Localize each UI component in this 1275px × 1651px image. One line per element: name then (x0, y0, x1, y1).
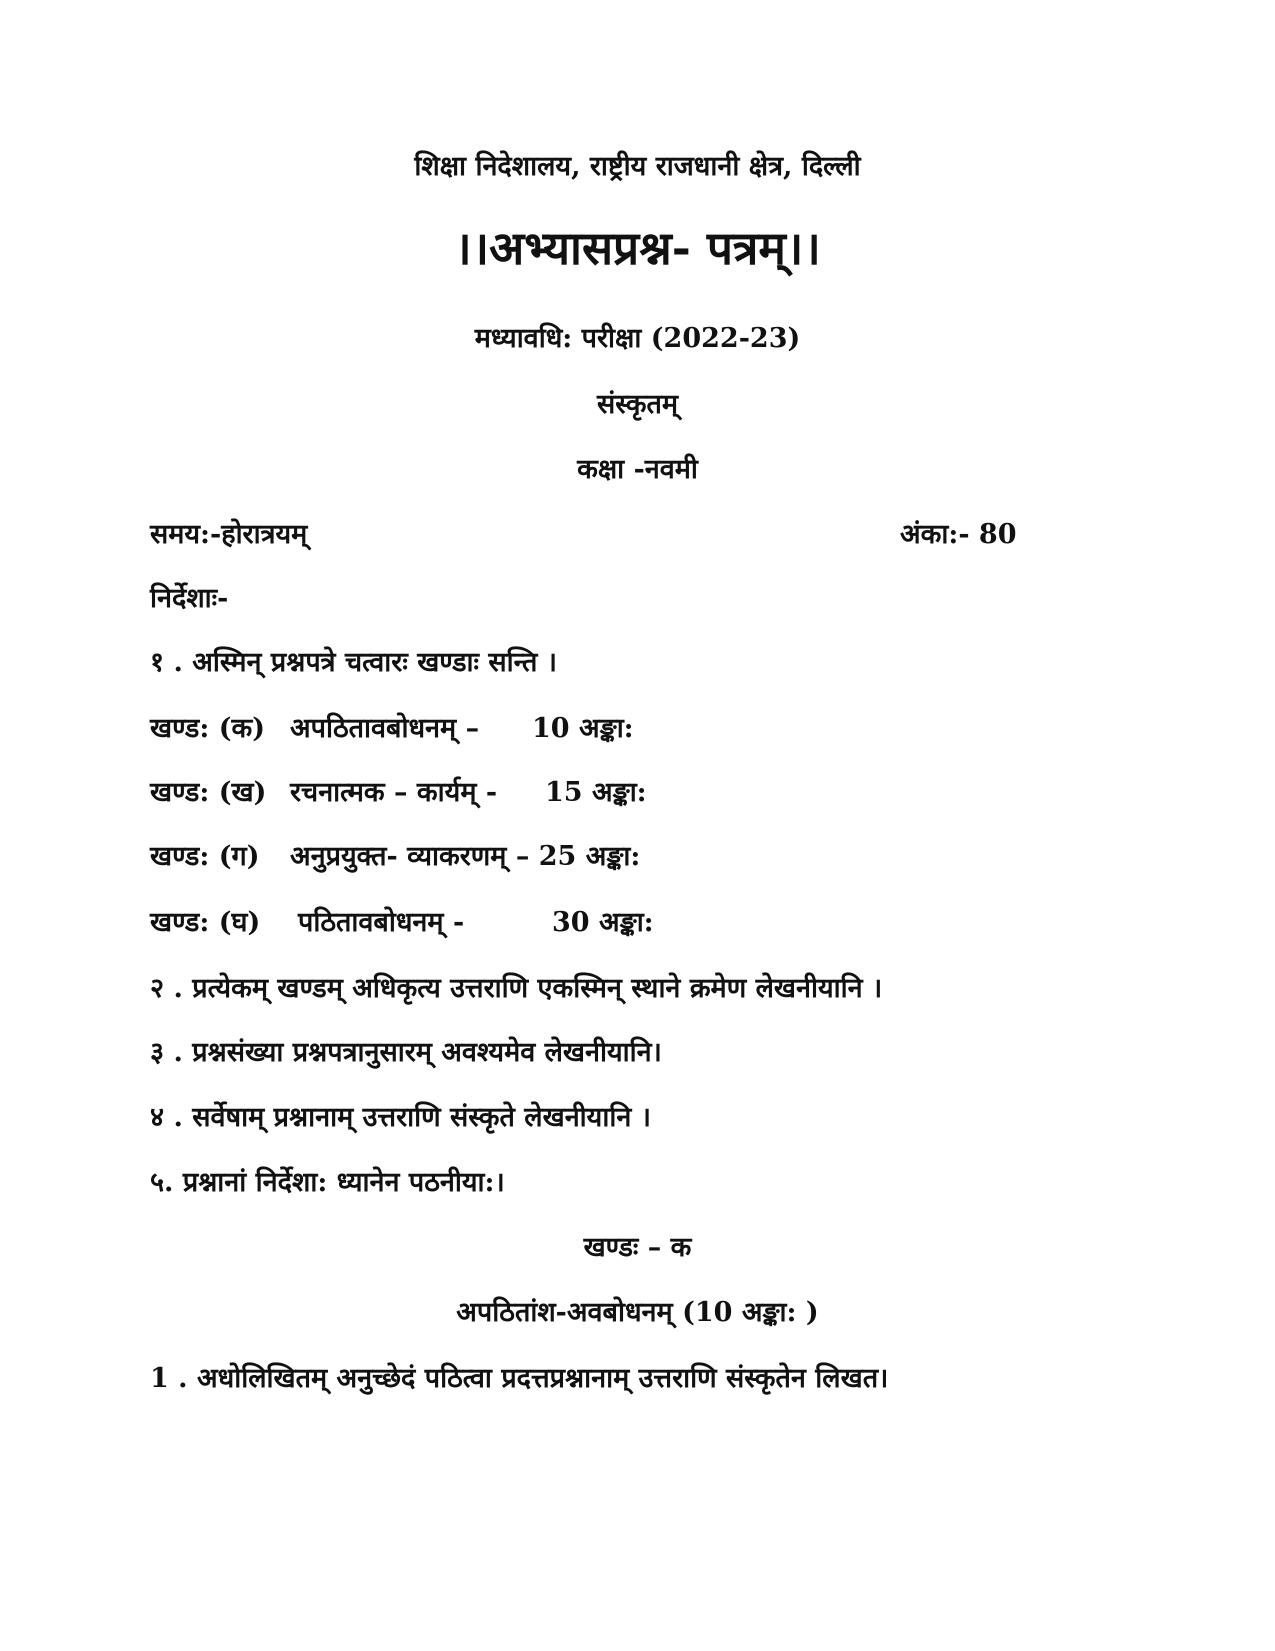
time-allowed: समय:-होरात्रयम् (150, 519, 308, 550)
instruction-item-4: ४ . सर्वेषाम् प्रश्नानाम् उत्तराणि संस्कृते लेखनीयानि । (150, 1102, 651, 1133)
instruction-item-1: १ . अस्मिन् प्रश्नपत्रे चत्वारः खण्डाः सन्ति । (150, 647, 557, 678)
section-name: रचनात्मक – कार्यम् - (290, 777, 498, 808)
section-name: पठितावबोधनम् - (298, 907, 465, 938)
instruction-item-5: ५. प्रश्नानां निर्देशा: ध्यानेन पठनीया:। (150, 1167, 505, 1198)
question-1: 1 . अधोलिखितम् अनुच्छेदं पठित्वा प्रदत्तप्रश्नानाम् उत्तराणि संस्कृतेन लिखत। (150, 1363, 889, 1394)
section-label: खण्ड: (ख) (150, 777, 267, 808)
paper-title: ।।अभ्यासप्रश्न- पत्रम्।। (454, 221, 821, 275)
maximum-marks: अंका:- 80 (900, 519, 1017, 550)
exam-name: मध्यावधि: परीक्षा (2022-23) (474, 323, 801, 354)
section-label: खण्ड: (क) (150, 713, 266, 744)
section-name: अनुप्रयुक्त- व्याकरणम् – 25 अङ्का: (290, 841, 641, 872)
section-a-heading: खण्डः – क (583, 1232, 692, 1263)
section-label: खण्ड: (ग) (150, 841, 260, 872)
section-a-subheading: अपठितांश-अवबोधनम् (10 अङ्का: ) (456, 1297, 819, 1328)
instruction-item-2: २ . प्रत्येकम् खण्डम् अधिकृत्य उत्तराणि एकस्मिन् स्थाने क्रमेण लेखनीयानि । (150, 973, 883, 1004)
section-name: अपठितावबोधनम् – (290, 713, 480, 744)
department-heading: शिक्षा निदेशालय, राष्ट्रीय राजधानी क्षेत्र, दिल्ली (414, 151, 861, 182)
section-marks: 15 अङ्का: (545, 777, 647, 808)
instruction-item-3: ३ . प्रश्नसंख्या प्रश्नपत्रानुसारम् अवश्यमेव लेखनीयानि। (150, 1037, 662, 1068)
subject-name: संस्कृतम् (596, 389, 679, 420)
section-label: खण्ड: (घ) (150, 907, 261, 938)
class-name: कक्षा -नवमी (577, 454, 698, 485)
instructions-heading: निर्देशाः- (150, 583, 229, 614)
section-marks: 30 अङ्का: (552, 907, 654, 938)
section-marks: 10 अङ्का: (532, 713, 634, 744)
